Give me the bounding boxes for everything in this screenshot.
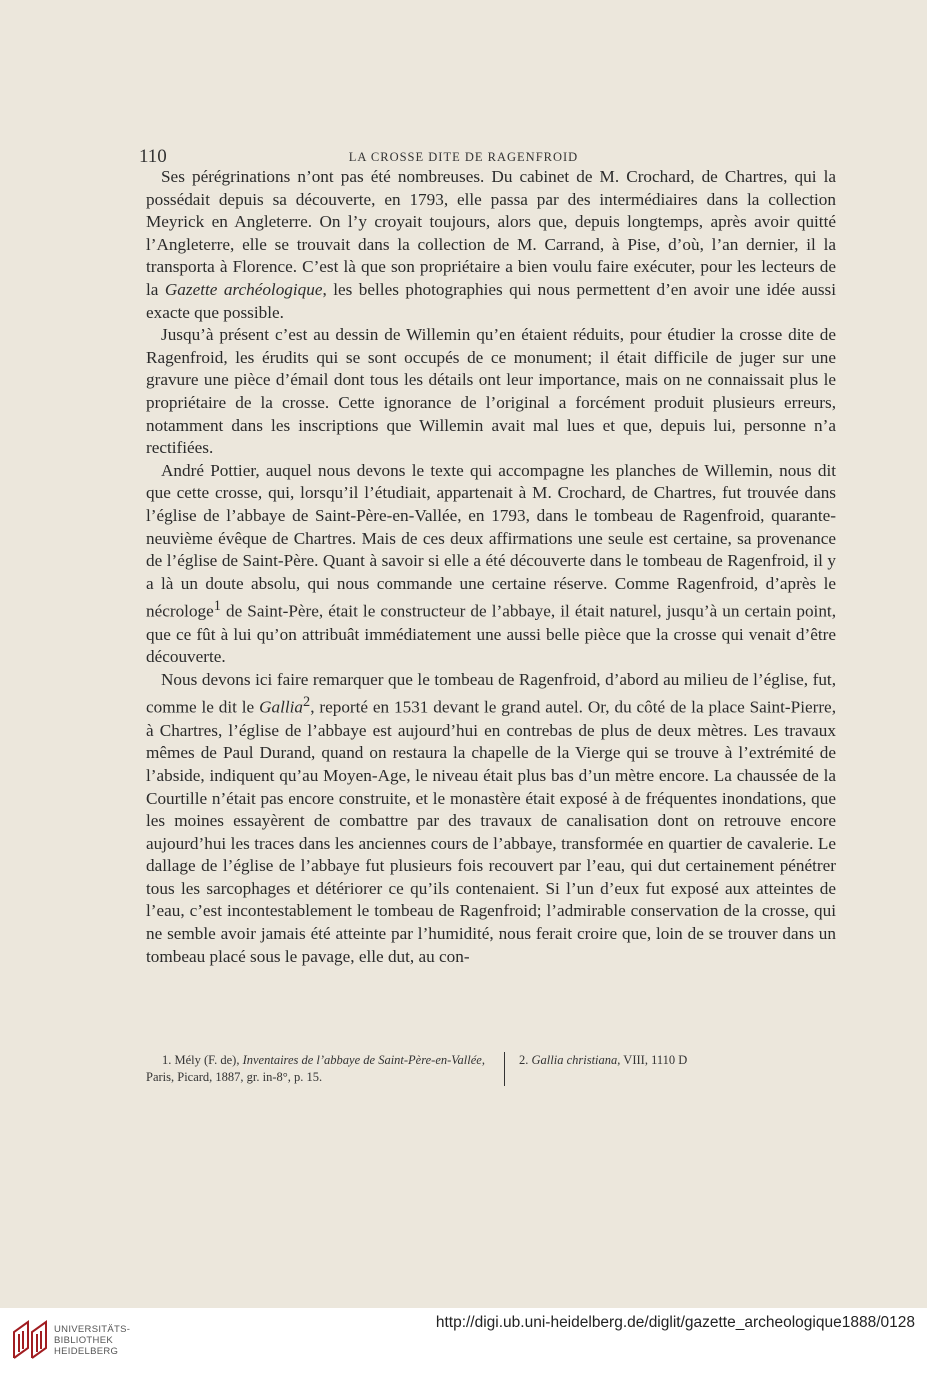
paragraph-4 (146, 669, 836, 968)
library-name-line: HEIDELBERG (54, 1346, 119, 1357)
work-title: Gallia (259, 698, 304, 718)
text-run: , les belles photographies qui nous permettent d’en avoir une idée aussi exacte que possible. (146, 279, 837, 322)
footnote-ref: 1 (213, 598, 221, 615)
library-name-line: UNIVERSITÄTS- (54, 1324, 131, 1335)
library-name (54, 1324, 130, 1357)
text-run: Nous devons ici faire remarquer que le tombeau de Ragenfroid, d’abord au milieu de l’église, fut, comme le dit le (146, 669, 836, 718)
work-title: Inventaires de l’abbaye de Saint-Père-en-Vallée (242, 1053, 482, 1067)
footnote-2 (505, 1052, 687, 1086)
text-run: , reporté en 1531 devant le grand autel. Or, du côté de la place Saint-Pierre, à Chartres, l’église de l’abbaye est aujourd’hui en contrebas de plus de deux mètres. Les travaux mêmes de Paul Durand, quand on restaura la chapelle de la Vierge qui se trouve à l’extrémité de l’abside, indiquent qu’au Moyen-Age, le niveau était plus bas d’un mètre encore. La chaussée de la Courtille n’était pas encore construite, et le monastère était exposé à de fréquentes inondations, que les moines essayèrent de combattre par des travaux de canalisation dont on retrouve encore aujourd’hui les traces dans les anciennes cours de l’abbaye, transformée en quartier de cavalerie. Le dallage de l’église de l’abbaye fut plusieurs fois recouvert par l’eau, qui dut certainement pénétrer tous les sarcophages et détériorer ce qu’ils contenaient. Si l’un d’eux fut exposé aux atteintes de l’eau, c’est incontestablement le tombeau de Ragenfroid; l’admirable conservation de la crosse, qui ne semble avoir jamais été atteinte par l’humidité, nous ferait croire que, loin de se trouver dans un tombeau placé sous le pavage, elle dut, au con- (146, 698, 836, 966)
text-run: Ses pérégrinations n’ont pas été nombreuses. Du cabinet de M. Crochard, de Chartres, qui la possédait depuis sa découverte, en 1793, elle passa par des intermédiaires dans la collection Meyrick en Angleterre. On l’y croyait toujours, alors que, depuis longtemps, après avoir quitté l’Angleterre, elle se trouvait dans la collection de M. Carrand, à Pise, d’où, l’an dernier, il la transporta à Florence. C’est là que son propriétaire a bien voulu faire exécuter, pour les lecteurs de la (146, 167, 836, 299)
text-run: , Paris, Picard, 1887, gr. in-8°, p. 15. (146, 1053, 485, 1084)
footnotes (146, 1052, 836, 1086)
work-title: Gallia christiana (531, 1053, 618, 1067)
university-library-logo-icon[interactable] (10, 1318, 50, 1362)
running-head: LA CROSSE DITE DE RAGENFROID (348, 150, 579, 164)
footnote-1 (146, 1052, 505, 1086)
text-run: de Saint-Père, était le constructeur de l’abbaye, il était naturel, jusqu’à un certain point, que ce fût à lui qu’on attribuât immédiatement une aussi belle pièce que la crosse qui venait d’être découverte. (146, 602, 836, 667)
page-number: 110 (139, 146, 167, 167)
body-text (146, 166, 836, 968)
paragraph-1 (146, 166, 836, 324)
source-url-link[interactable]: http://digi.ub.uni-heidelberg.de/diglit/gazette_archeologique1888/0128 (435, 1314, 915, 1331)
text-run: 2. (519, 1053, 532, 1067)
paragraph-3 (146, 460, 836, 669)
footnote-ref: 2 (303, 694, 311, 711)
journal-title: Gazette archéologique (164, 279, 323, 299)
text-run: , VIII, 1110 D (617, 1053, 688, 1067)
library-name-line: BIBLIOTHEK (54, 1335, 113, 1346)
text-run: 1. Mély (F. de), (162, 1053, 243, 1067)
paragraph-2: Jusqu’à présent c’est au dessin de Willemin qu’en étaient réduits, pour étudier la crosse dite de Ragenfroid, les érudits qui se sont occupés de ce monument; il était difficile de juger sur une gravure une pièce d’émail dont tous les détails ont leur importance, mais on ne connaissait plus le propriétaire de la crosse. Cette ignorance de l’original a forcément produit plusieurs erreurs, notamment dans les inscriptions que Willemin avait mal lues et que, depuis lui, personne n’a rectifiées. (146, 325, 836, 458)
text-run: André Pottier, auquel nous devons le texte qui accompagne les planches de Willemin, nous dit que cette crosse, qui, lorsqu’il l’étudiait, appartenait à M. Crochard, de Chartres, fut trouvée dans l’église de l’abbaye de Saint-Père-en-Vallée, en 1793, dans le tombeau de Ragenfroid, quarante-neuvième évêque de Chartres. Mais de ces deux affirmations une seule est certaine, sa provenance de l’église de Saint-Père. Quant à savoir si elle a été découverte dans le tombeau de Ragenfroid, il y a là un doute absolu, qui nous commande une certaine réserve. Comme Ragenfroid, d’après le nécrologe (146, 460, 836, 622)
